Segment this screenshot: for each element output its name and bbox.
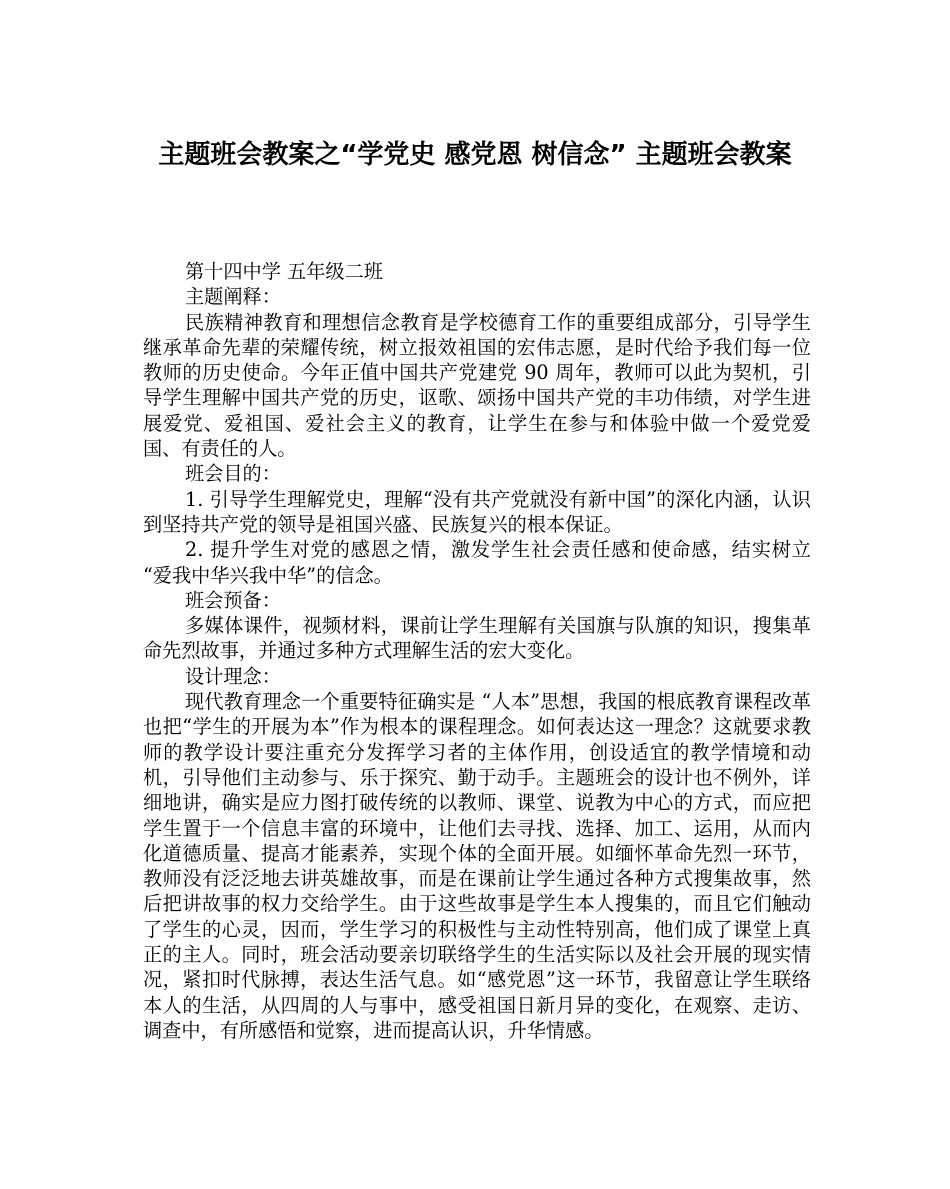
section-heading-theme: 主题阐释： — [185, 285, 281, 309]
document-title: 主题班会教案之“学党史 感党恩 树信念” 主题班会教案 — [158, 140, 792, 170]
goal-item-2: 2. 提升学生对党的感恩之情，激发学生社会责任感和使命感，结实树立 “爱我中华兴我中华”的信念。 — [143, 538, 811, 587]
goal-item-1: 1. 引导学生理解党史，理解“没有共产党就没有新中国”的深化内涵，认识到坚持共产党的领导是祖国兴盛、民族复兴的根本保证。 — [143, 487, 811, 536]
preparation-paragraph: 多媒体课件，视频材料，课前让学生理解有关国旗与队旗的知识，搜集革命先烈故事，并通过多种方式理解生活的宏大变化。 — [143, 614, 811, 663]
document-body — [143, 259, 811, 1043]
design-paragraph: 现代教育理念一个重要特征确实是 “人本”思想，我国的根底教育课程改革也把“学生的开展为本”作为根本的课程理念。如何表达这一理念？这就要求教师的教学设计要注重充分发挥学习者的主体作用，创设适宜的教学情境和动机，引导他们主动参与、乐于探究、勤于动手。主题班会的设计也不例外，详细地讲，确实是应力图打破传统的以教师、课堂、说教为中心的方式，而应把学生置于一个信息丰富的环境中，让他们去寻找、选择、加工、运用，从而内化道德质量、提高才能素养，实现个体的全面开展。如缅怀革命先烈一环节，教师没有泛泛地去讲英雄故事，而是在课前让学生通过各种方式搜集故事，然后把讲故事的权力交给学生。由于这些故事是学生本人搜集的，而且它们触动了学生的心灵，因而，学生学习的积极性与主动性特别高，他们成了课堂上真正的主人。同时，班会活动要亲切联络学生的生活实际以及社会开展的现实情况，紧扣时代脉搏，表达生活气息。如“感党恩”这一环节，我留意让学生联络本人的生活，从四周的人与事中，感受祖国日新月异的变化，在观察、走访、调查中，有所感悟和觉察，进而提高认识，升华情感。 — [143, 690, 811, 1042]
theme-paragraph: 民族精神教育和理想信念教育是学校德育工作的重要组成部分，引导学生继承革命先辈的荣耀传统，树立报效祖国的宏伟志愿，是时代给予我们每一位教师的历史使命。今年正值中国共产党建党 90 周年，教师可以此为契机，引导学生理解中国共产党的历史，讴歌、颂扬中国共产党的丰功伟绩，对学生进展爱党、爱祖国、爱社会主义的教育，让学生在参与和体验中做一个爱党爱国、有责任的人。 — [143, 310, 811, 461]
section-heading-goals: 班会目的： — [185, 462, 281, 486]
section-heading-design: 设计理念： — [185, 664, 281, 688]
school-class-line: 第十四中学 五年级二班 — [185, 260, 383, 283]
section-heading-preparation: 班会预备： — [185, 588, 281, 612]
